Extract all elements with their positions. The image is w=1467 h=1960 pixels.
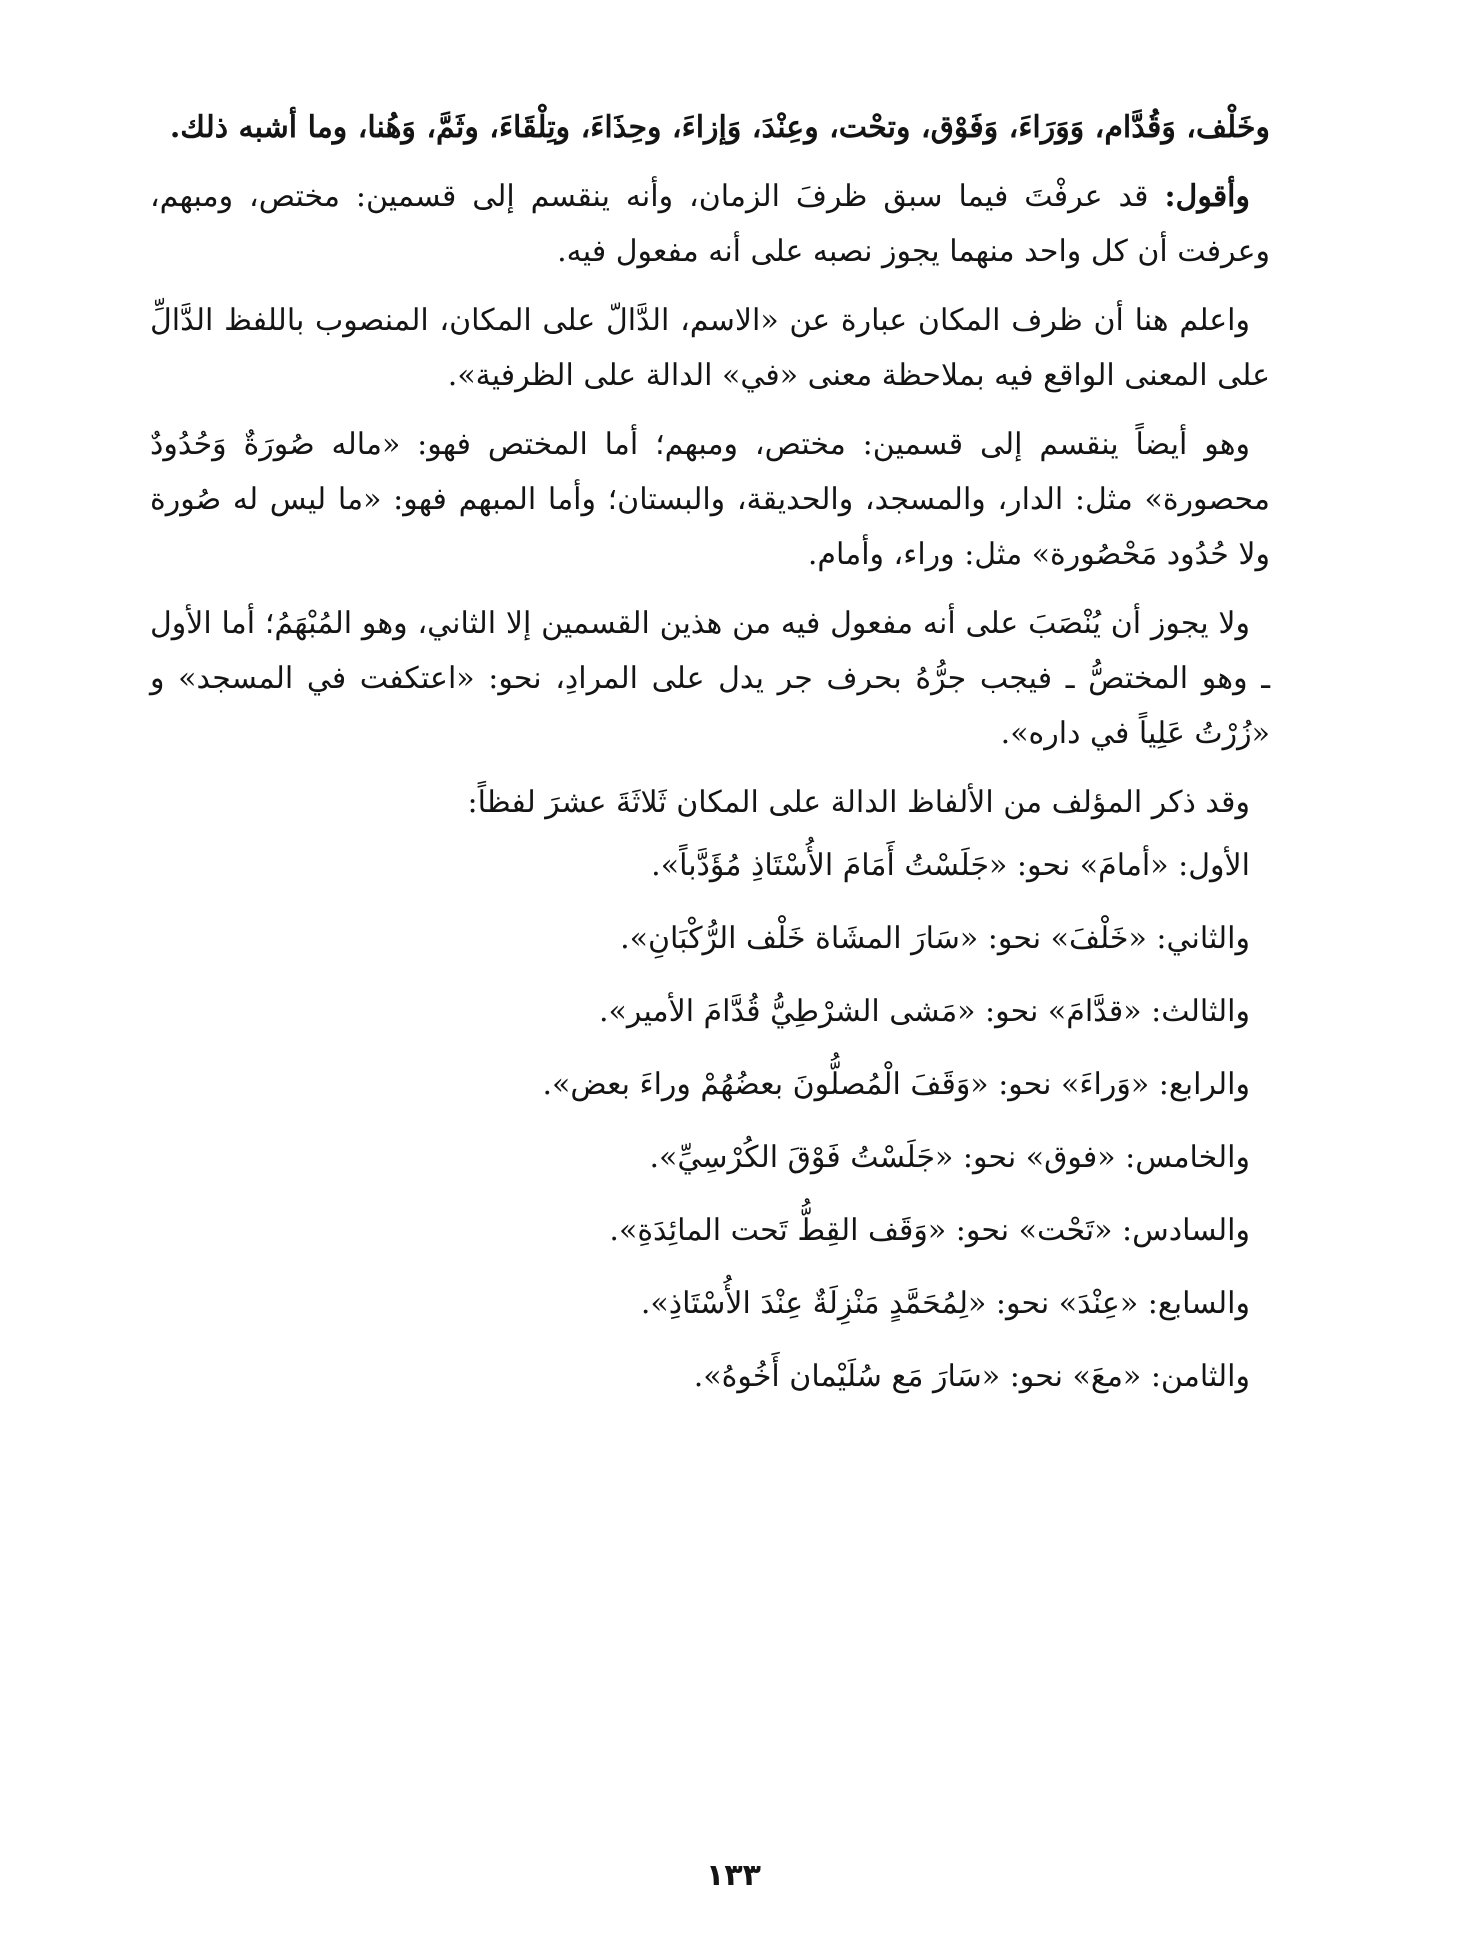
aqulu-term: وأقول: [1164, 179, 1250, 214]
list-item: والثامن: «معَ» نحو: «سَارَ مَع سُلَيْمان أَخُوهُ». [693, 1359, 1250, 1394]
paragraph-aqulu [150, 169, 1270, 279]
list-item: والسابع: «عِنْدَ» نحو: «لِمُحَمَّدٍ مَنْزِلَةٌ عِنْدَ الأُسْتَاذِ». [640, 1286, 1250, 1321]
list-item: الأول: «أمامَ» نحو: «جَلَسْتُ أَمَامَ الأُسْتَاذِ مُؤَدَّباً». [651, 848, 1250, 883]
paragraph-division: وهو أيضاً ينقسم إلى قسمين: مختص، ومبهم؛ أما المختص فهو: «ماله صُورَةٌ وَحُدُودٌ محصورة» مثل: الدار، والمسجد، والحديقة، والبستان؛ وأما المبهم فهو: «ما ليس له صُورة ولا حُدُود مَحْصُورة» مثل: وراء، وأمام. [150, 427, 1270, 572]
list-item: والسادس: «تَحْت» نحو: «وَقَف القِطُّ تَحت المائِدَةِ». [609, 1213, 1250, 1248]
paragraph-ruling: ولا يجوز أن يُنْصَبَ على أنه مفعول فيه من هذين القسمين إلا الثاني، وهو المُبْهَمُ؛ أما الأول ـ وهو المختصُّ ـ فيجب جرُّهُ بحرف جر يدل على المرادِ، نحو: «اعتكفت في المسجد» و «زُرْتُ عَلِياً في داره». [150, 606, 1270, 751]
examples-list [150, 838, 1270, 1404]
aqulu-text: قد عرفْتَ فيما سبق ظرفَ الزمان، وأنه ينقسم إلى قسمين: مختص، ومبهم، وعرفت أن كل واحد منهما يجوز نصبه على أنه مفعول فيه. [150, 179, 1270, 269]
paragraph-definition: واعلم هنا أن ظرف المكان عبارة عن «الاسم، الدَّالّ على المكان، المنصوب باللفظ الدَّالِّ على المعنى الواقع فيه بملاحظة معنى «في» الدالة على الظرفية». [150, 303, 1270, 393]
page-number: ١٣٣ [706, 1858, 761, 1893]
page-body [150, 100, 1270, 1422]
paragraph-list-intro: وقد ذكر المؤلف من الألفاظ الدالة على المكان ثَلاثَةَ عشرَ لفظاً: [467, 785, 1250, 820]
list-item: والرابع: «وَراءَ» نحو: «وَقَفَ الْمُصلُّونَ بعضُهُمْ وراءَ بعض». [542, 1067, 1250, 1102]
list-item: والثالث: «قدَّامَ» نحو: «مَشى الشرْطِيُّ قُدَّامَ الأمير». [599, 994, 1250, 1029]
list-item: والخامس: «فوق» نحو: «جَلَسْتُ فَوْقَ الكُرْسِيِّ». [649, 1140, 1250, 1175]
lead-paragraph: وخَلْف، وَقُدَّام، وَوَرَاءَ، وَفَوْق، وتحْت، وعِنْدَ، وَإزاءَ، وحِذَاءَ، وتِلْقَاءَ، وثَمَّ، وَهُنا، وما أشبه ذلك. [169, 110, 1270, 145]
list-item: والثاني: «خَلْفَ» نحو: «سَارَ المشَاة خَلْف الرُّكْبَانِ». [620, 921, 1250, 956]
